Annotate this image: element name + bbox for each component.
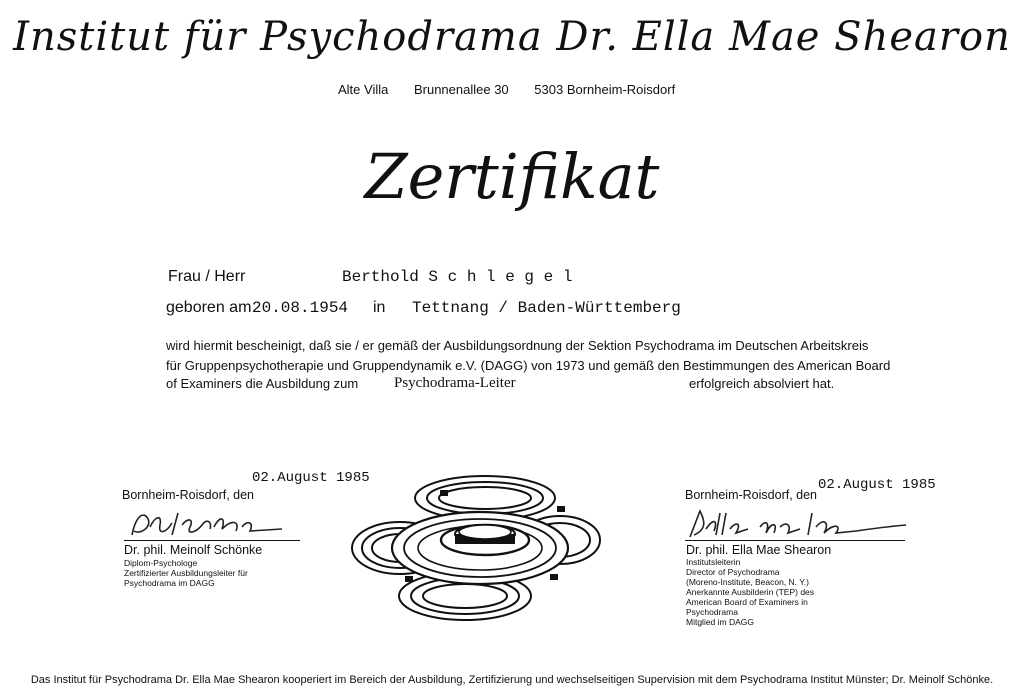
body-line-3-end: erfolgreich absolviert hat.	[689, 376, 835, 391]
signature-shearon-icon	[684, 505, 914, 545]
address-city: 5303 Bornheim-Roisdorf	[534, 82, 676, 97]
right-title-2: Director of Psychodrama	[686, 567, 780, 577]
certificate-title: Zertifikat	[364, 140, 660, 213]
certificate-body	[166, 336, 891, 376]
right-signatory-name: Dr. phil. Ella Mae Shearon	[686, 543, 832, 557]
right-title-4: Anerkannte Ausbilderin (TEP) des	[686, 587, 815, 597]
left-date: 02.August 1985	[252, 470, 370, 486]
qualification: Psychodrama-Leiter	[394, 375, 516, 391]
institute-address	[338, 82, 697, 97]
born-label: geboren am	[166, 299, 252, 316]
body-line-1: wird hiermit bescheinigt, daß sie / er gemäß der Ausbildungsordnung der Sektion Psychodrama im Deutschen Arbeitskreis	[166, 338, 869, 353]
left-signatory-name: Dr. phil. Meinolf Schönke	[124, 543, 263, 557]
right-title-6: Psychodrama	[686, 607, 738, 617]
salutation-label: Frau / Herr	[168, 268, 246, 285]
right-title-5: American Board of Examiners in	[686, 597, 808, 607]
right-date: 02.August 1985	[818, 477, 936, 493]
left-title-2: Zertifizierter Ausbildungsleiter für	[124, 568, 248, 578]
person-name: Berthold S c h l e g e l	[342, 268, 573, 286]
right-title-1: Institutsleiterin	[686, 557, 741, 567]
institute-title: Institut für Psychodrama Dr. Ella Mae Shearon	[13, 14, 1011, 60]
address-building: Alte Villa	[338, 82, 389, 97]
left-signature-line	[124, 540, 300, 541]
signature-schoenke-icon	[122, 505, 302, 545]
psychodrama-stage-emblem-icon	[345, 468, 605, 628]
birth-place: Tettnang / Baden-Württemberg	[412, 299, 681, 317]
footer-note: Das Institut für Psychodrama Dr. Ella Mae Shearon kooperiert im Bereich der Ausbildung, Zertifizierung und wechselseitigen Supervision mit dem Psychodrama Institut Münster; Dr. Meinolf Schönke.	[30, 674, 994, 686]
address-street: Brunnenallee 30	[413, 82, 509, 97]
right-title-3: (Moreno-Institute, Beacon, N. Y.)	[686, 577, 809, 587]
right-place: Bornheim-Roisdorf, den	[685, 488, 818, 502]
left-title-3: Psychodrama im DAGG	[124, 578, 215, 588]
right-signature-line	[685, 540, 905, 541]
right-title-7: Mitglied im DAGG	[686, 617, 755, 627]
body-line-2: für Gruppenpsychotherapie und Gruppendynamik e.V. (DAGG) von 1973 und gemäß den Bestimmungen des American Board	[166, 358, 891, 373]
in-label: in	[373, 299, 386, 316]
birth-date: 20.08.1954	[252, 299, 349, 317]
body-line-3-start: of Examiners die Ausbildung zum	[166, 376, 359, 391]
left-title-1: Diplom-Psychologe	[124, 558, 198, 568]
left-place: Bornheim-Roisdorf, den	[122, 488, 255, 502]
